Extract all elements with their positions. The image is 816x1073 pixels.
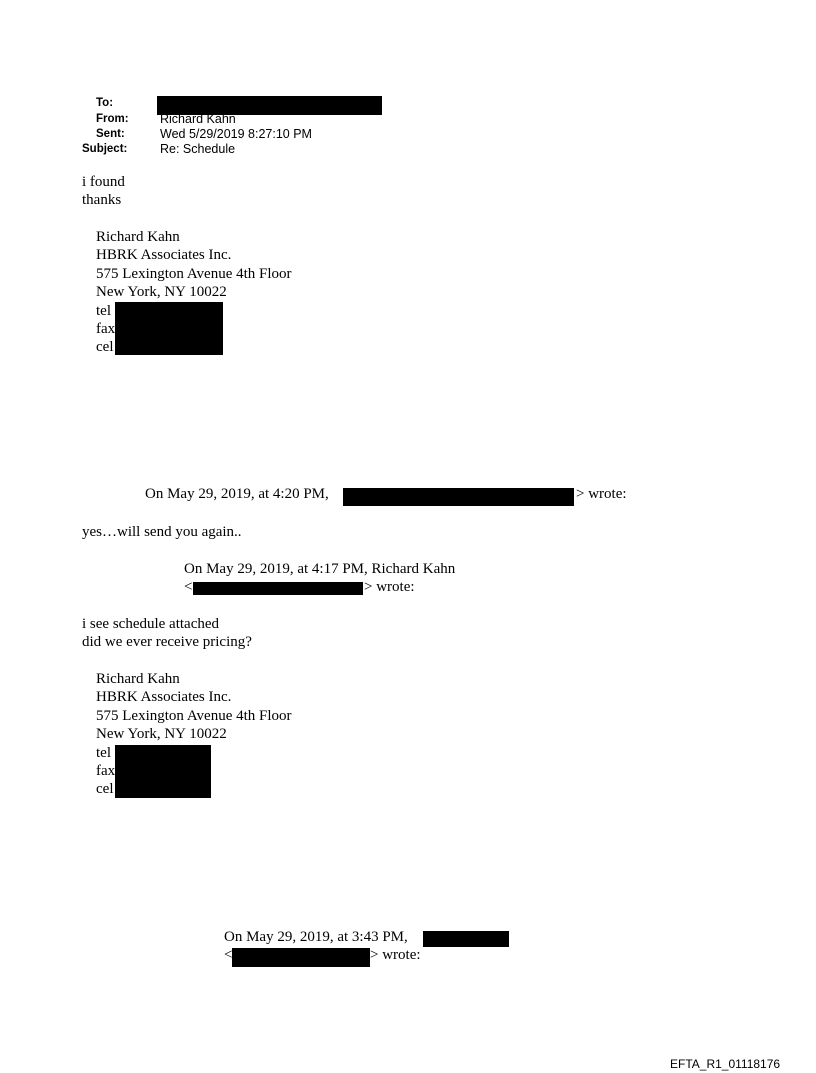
message-line: thanks: [82, 192, 122, 208]
sent-label: Sent:: [96, 128, 125, 140]
quote-body: yes…will send you again..: [82, 524, 242, 540]
redaction-email: [232, 948, 370, 967]
quote-intro: On May 29, 2019, at 4:20 PM,: [145, 486, 329, 502]
signature-tel: tel: [96, 745, 111, 761]
signature-fax: fax: [96, 321, 116, 337]
quote-open-bracket: <: [224, 947, 233, 963]
subject-value: Re: Schedule: [160, 142, 236, 156]
quote-wrote: > wrote:: [576, 486, 627, 502]
redaction-email: [193, 582, 363, 595]
signature-city: New York, NY 10022: [96, 726, 227, 742]
redaction-phone-numbers: [115, 302, 223, 355]
signature-name: Richard Kahn: [96, 229, 180, 245]
from-label: From:: [96, 113, 129, 125]
redaction-sender: [343, 488, 574, 506]
signature-company: HBRK Associates Inc.: [96, 247, 232, 263]
signature-name: Richard Kahn: [96, 671, 180, 687]
signature-address: 575 Lexington Avenue 4th Floor: [96, 266, 292, 282]
signature-city: New York, NY 10022: [96, 284, 227, 300]
redaction-sender: [423, 931, 509, 947]
message-line: i found: [82, 174, 125, 190]
signature-address: 575 Lexington Avenue 4th Floor: [96, 708, 292, 724]
message-line: i see schedule attached: [82, 616, 220, 632]
message-line: did we ever receive pricing?: [82, 634, 252, 650]
quote-intro: On May 29, 2019, at 4:17 PM, Richard Kahn: [184, 561, 456, 577]
signature-company: HBRK Associates Inc.: [96, 689, 232, 705]
signature-tel: tel: [96, 303, 111, 319]
signature-fax: fax: [96, 763, 116, 779]
quote-wrote: > wrote:: [364, 579, 415, 595]
quote-intro: On May 29, 2019, at 3:43 PM,: [224, 929, 408, 945]
quote-wrote: > wrote:: [370, 947, 421, 963]
document-id: EFTA_R1_01118176: [670, 1057, 781, 1071]
to-label: To:: [96, 97, 114, 109]
sent-value: Wed 5/29/2019 8:27:10 PM: [160, 127, 312, 141]
subject-label: Subject:: [82, 143, 128, 155]
from-value: Richard Kahn: [160, 112, 236, 126]
signature-cel: cel: [96, 781, 114, 797]
signature-cel: cel: [96, 339, 114, 355]
redaction-phone-numbers: [115, 745, 211, 798]
quote-open-bracket: <: [184, 579, 193, 595]
